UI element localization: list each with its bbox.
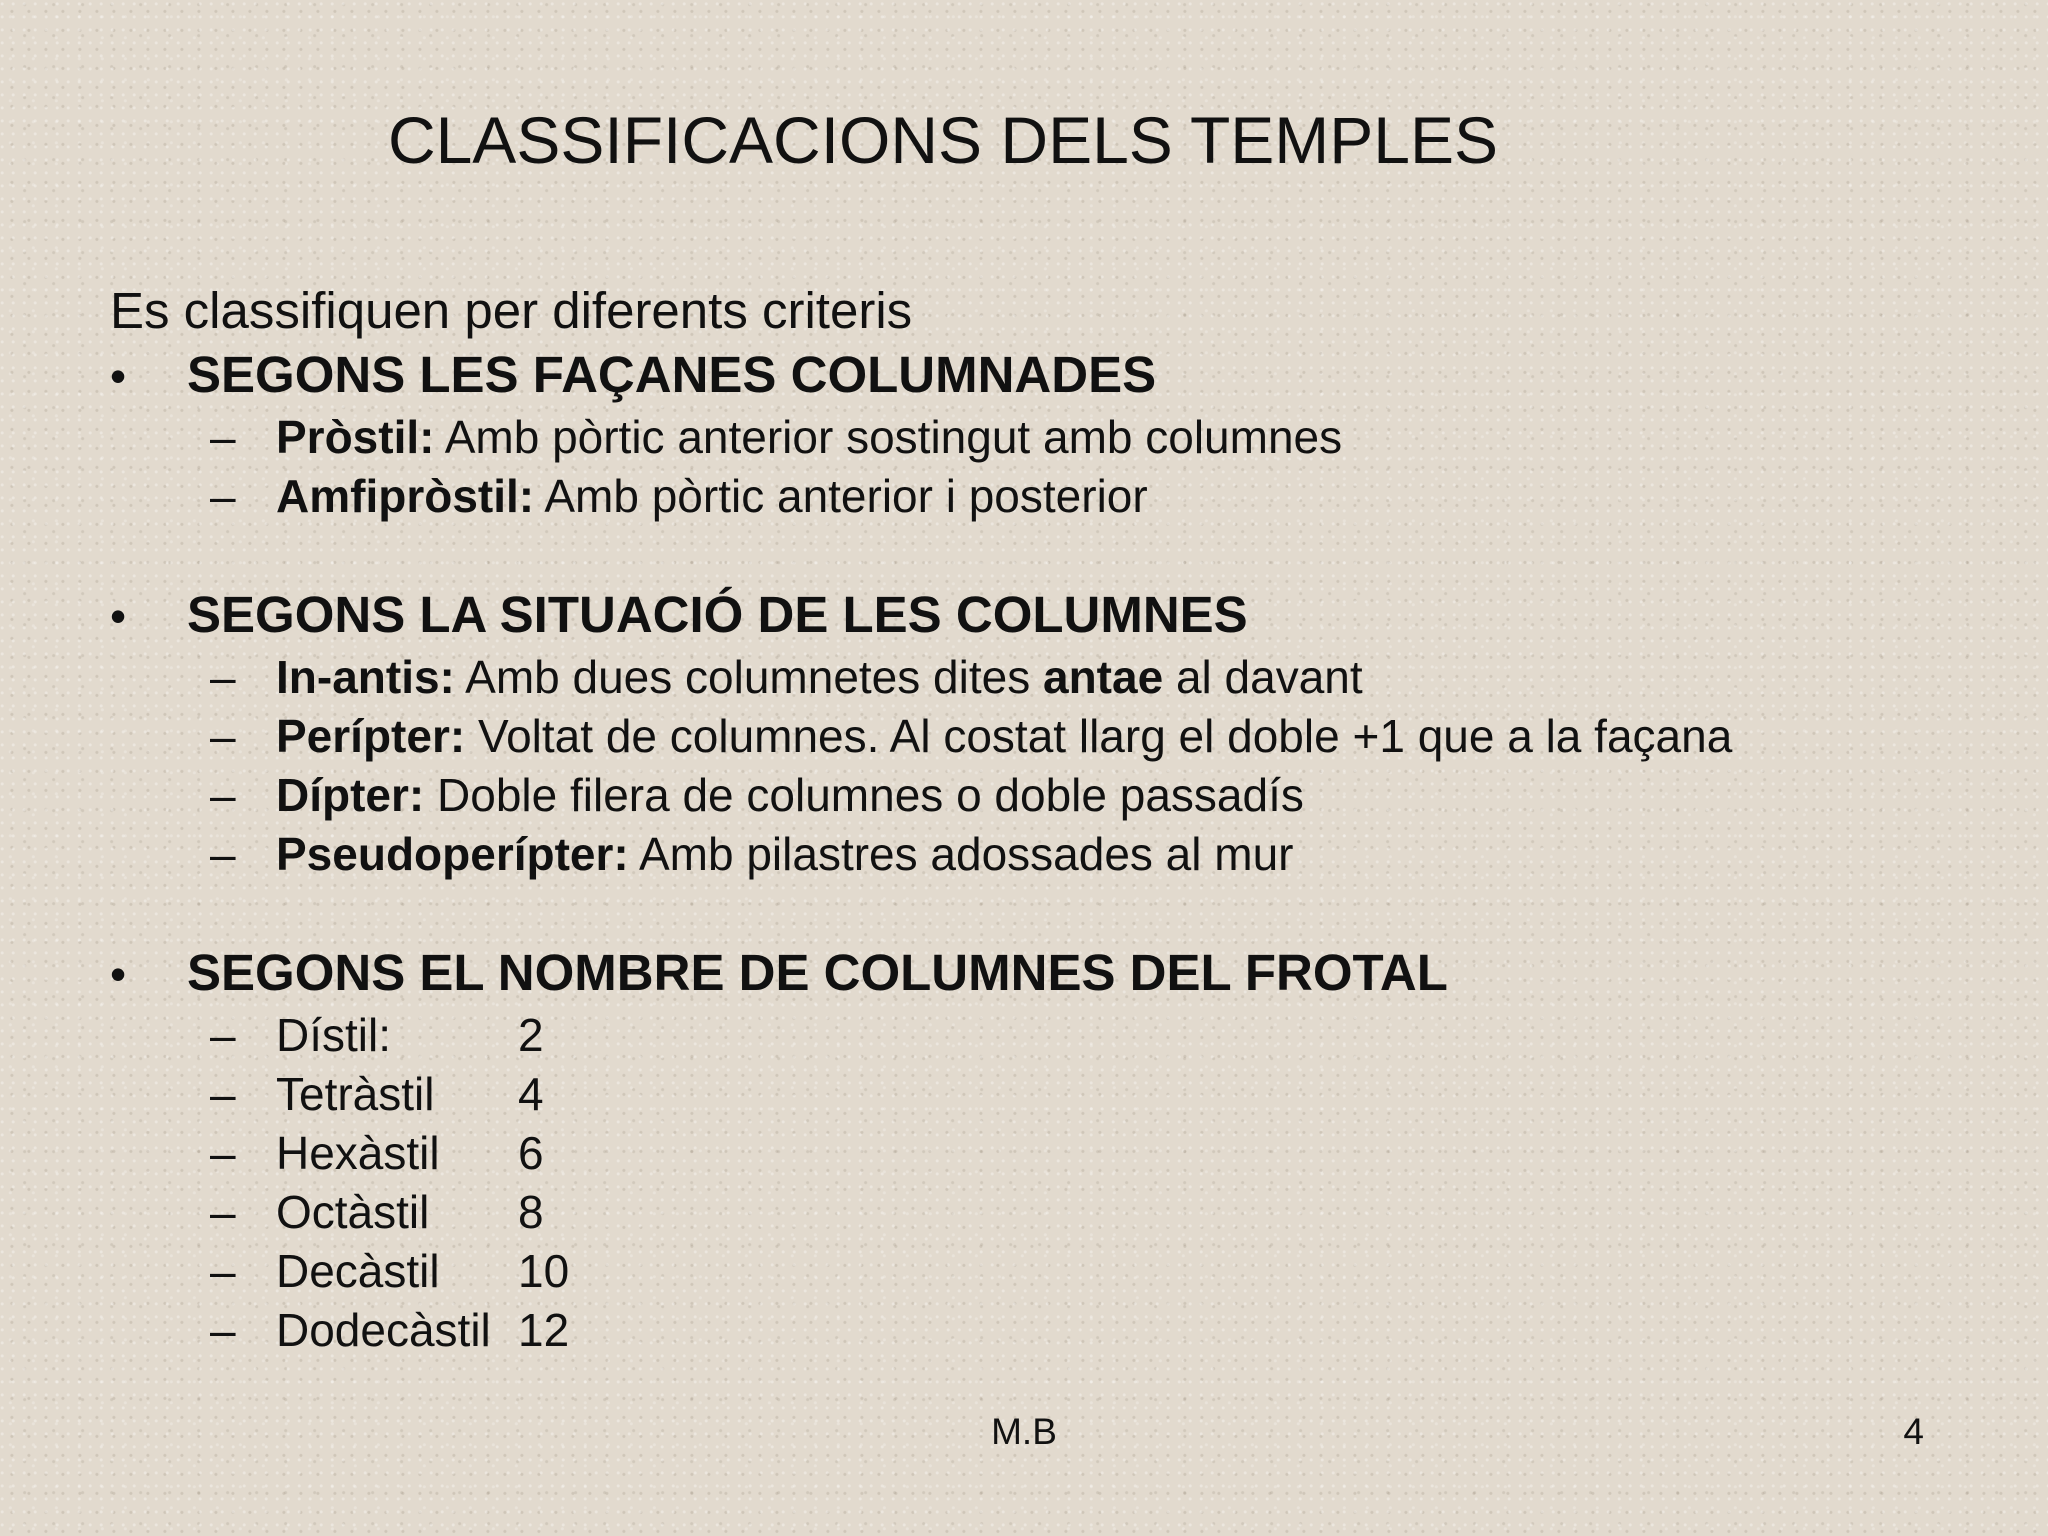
item-text xyxy=(276,766,1304,825)
dash-icon: – xyxy=(210,1127,236,1179)
intro-text: Es classifiquen per diferents criteris xyxy=(110,282,913,339)
page-number: 4 xyxy=(1903,1411,1924,1452)
section-heading-row xyxy=(110,342,2010,408)
dash-icon: – xyxy=(210,1068,236,1120)
slide-title: CLASSIFICACIONS DELS TEMPLES xyxy=(387,103,1499,177)
item-desc-before: Amb dues columnetes dites xyxy=(454,651,1043,703)
item-name: Decàstil xyxy=(276,1245,440,1297)
item-desc: Amb pòrtic anterior sostingut amb columnes xyxy=(434,411,1343,463)
list-item xyxy=(210,1242,2010,1301)
item-count: 2 xyxy=(518,1009,544,1061)
item-text xyxy=(276,707,1732,766)
item-name: Octàstil xyxy=(276,1186,430,1238)
item-name: Hexàstil xyxy=(276,1127,440,1179)
bullet-icon: • xyxy=(110,350,127,402)
section-column-situation xyxy=(110,582,2010,884)
list-item xyxy=(210,467,2010,526)
dash-icon: – xyxy=(210,769,236,821)
item-count: 12 xyxy=(518,1304,570,1356)
bullet-icon: • xyxy=(110,948,127,1000)
list-item xyxy=(210,1183,2010,1242)
footer-author: M.B xyxy=(991,1411,1057,1452)
dash-icon: – xyxy=(210,828,236,880)
list-item xyxy=(210,825,2010,884)
item-text xyxy=(276,648,1363,707)
item-term: Pròstil: xyxy=(276,411,435,463)
dash-icon: – xyxy=(210,1009,236,1061)
dash-icon: – xyxy=(210,1245,236,1297)
item-desc: Voltat de columnes. Al costat llarg el doble +1 que a la façana xyxy=(465,710,1733,762)
dash-icon: – xyxy=(210,651,236,703)
list-item xyxy=(210,766,2010,825)
section-heading-row xyxy=(110,940,2010,1006)
dash-icon: – xyxy=(210,1186,236,1238)
section-heading: SEGONS LA SITUACIÓ DE LES COLUMNES xyxy=(187,586,1248,643)
list-item xyxy=(210,1301,2010,1360)
item-desc-after: al davant xyxy=(1163,651,1363,703)
list-item xyxy=(210,408,2010,467)
item-count: 8 xyxy=(518,1186,544,1238)
item-name: Dodecàstil xyxy=(276,1304,491,1356)
list-item xyxy=(210,1065,2010,1124)
section-column-count xyxy=(110,940,2010,1360)
dash-icon: – xyxy=(210,411,236,463)
item-desc-bold: antae xyxy=(1043,651,1164,703)
dash-icon: – xyxy=(210,470,236,522)
item-term: Pseudoperípter: xyxy=(276,828,629,880)
list-item xyxy=(210,648,2010,707)
dash-icon: – xyxy=(210,1304,236,1356)
item-name: Tetràstil xyxy=(276,1068,435,1120)
section-heading: SEGONS LES FAÇANES COLUMNADES xyxy=(187,346,1157,403)
item-count: 4 xyxy=(518,1068,544,1120)
item-desc: Doble filera de columnes o doble passadís xyxy=(424,769,1304,821)
item-text xyxy=(276,408,1342,467)
item-text xyxy=(276,467,1148,526)
item-term: Perípter: xyxy=(276,710,466,762)
list-item xyxy=(210,707,2010,766)
item-count: 6 xyxy=(518,1127,544,1179)
dash-icon: – xyxy=(210,710,236,762)
item-term: Amfipròstil: xyxy=(276,470,535,522)
item-term: Dípter: xyxy=(276,769,425,821)
section-facades xyxy=(110,342,2010,526)
item-term: In-antis: xyxy=(276,651,455,703)
section-heading-row xyxy=(110,582,2010,648)
item-desc: Amb pòrtic anterior i posterior xyxy=(534,470,1148,522)
item-count: 10 xyxy=(518,1245,570,1297)
item-text xyxy=(276,825,1294,884)
list-item xyxy=(210,1006,2010,1065)
list-item xyxy=(210,1124,2010,1183)
bullet-icon: • xyxy=(110,590,127,642)
item-desc: Amb pilastres adossades al mur xyxy=(628,828,1294,880)
item-name: Dístil: xyxy=(276,1009,391,1061)
section-heading: SEGONS EL NOMBRE DE COLUMNES DEL FROTAL xyxy=(187,944,1448,1001)
